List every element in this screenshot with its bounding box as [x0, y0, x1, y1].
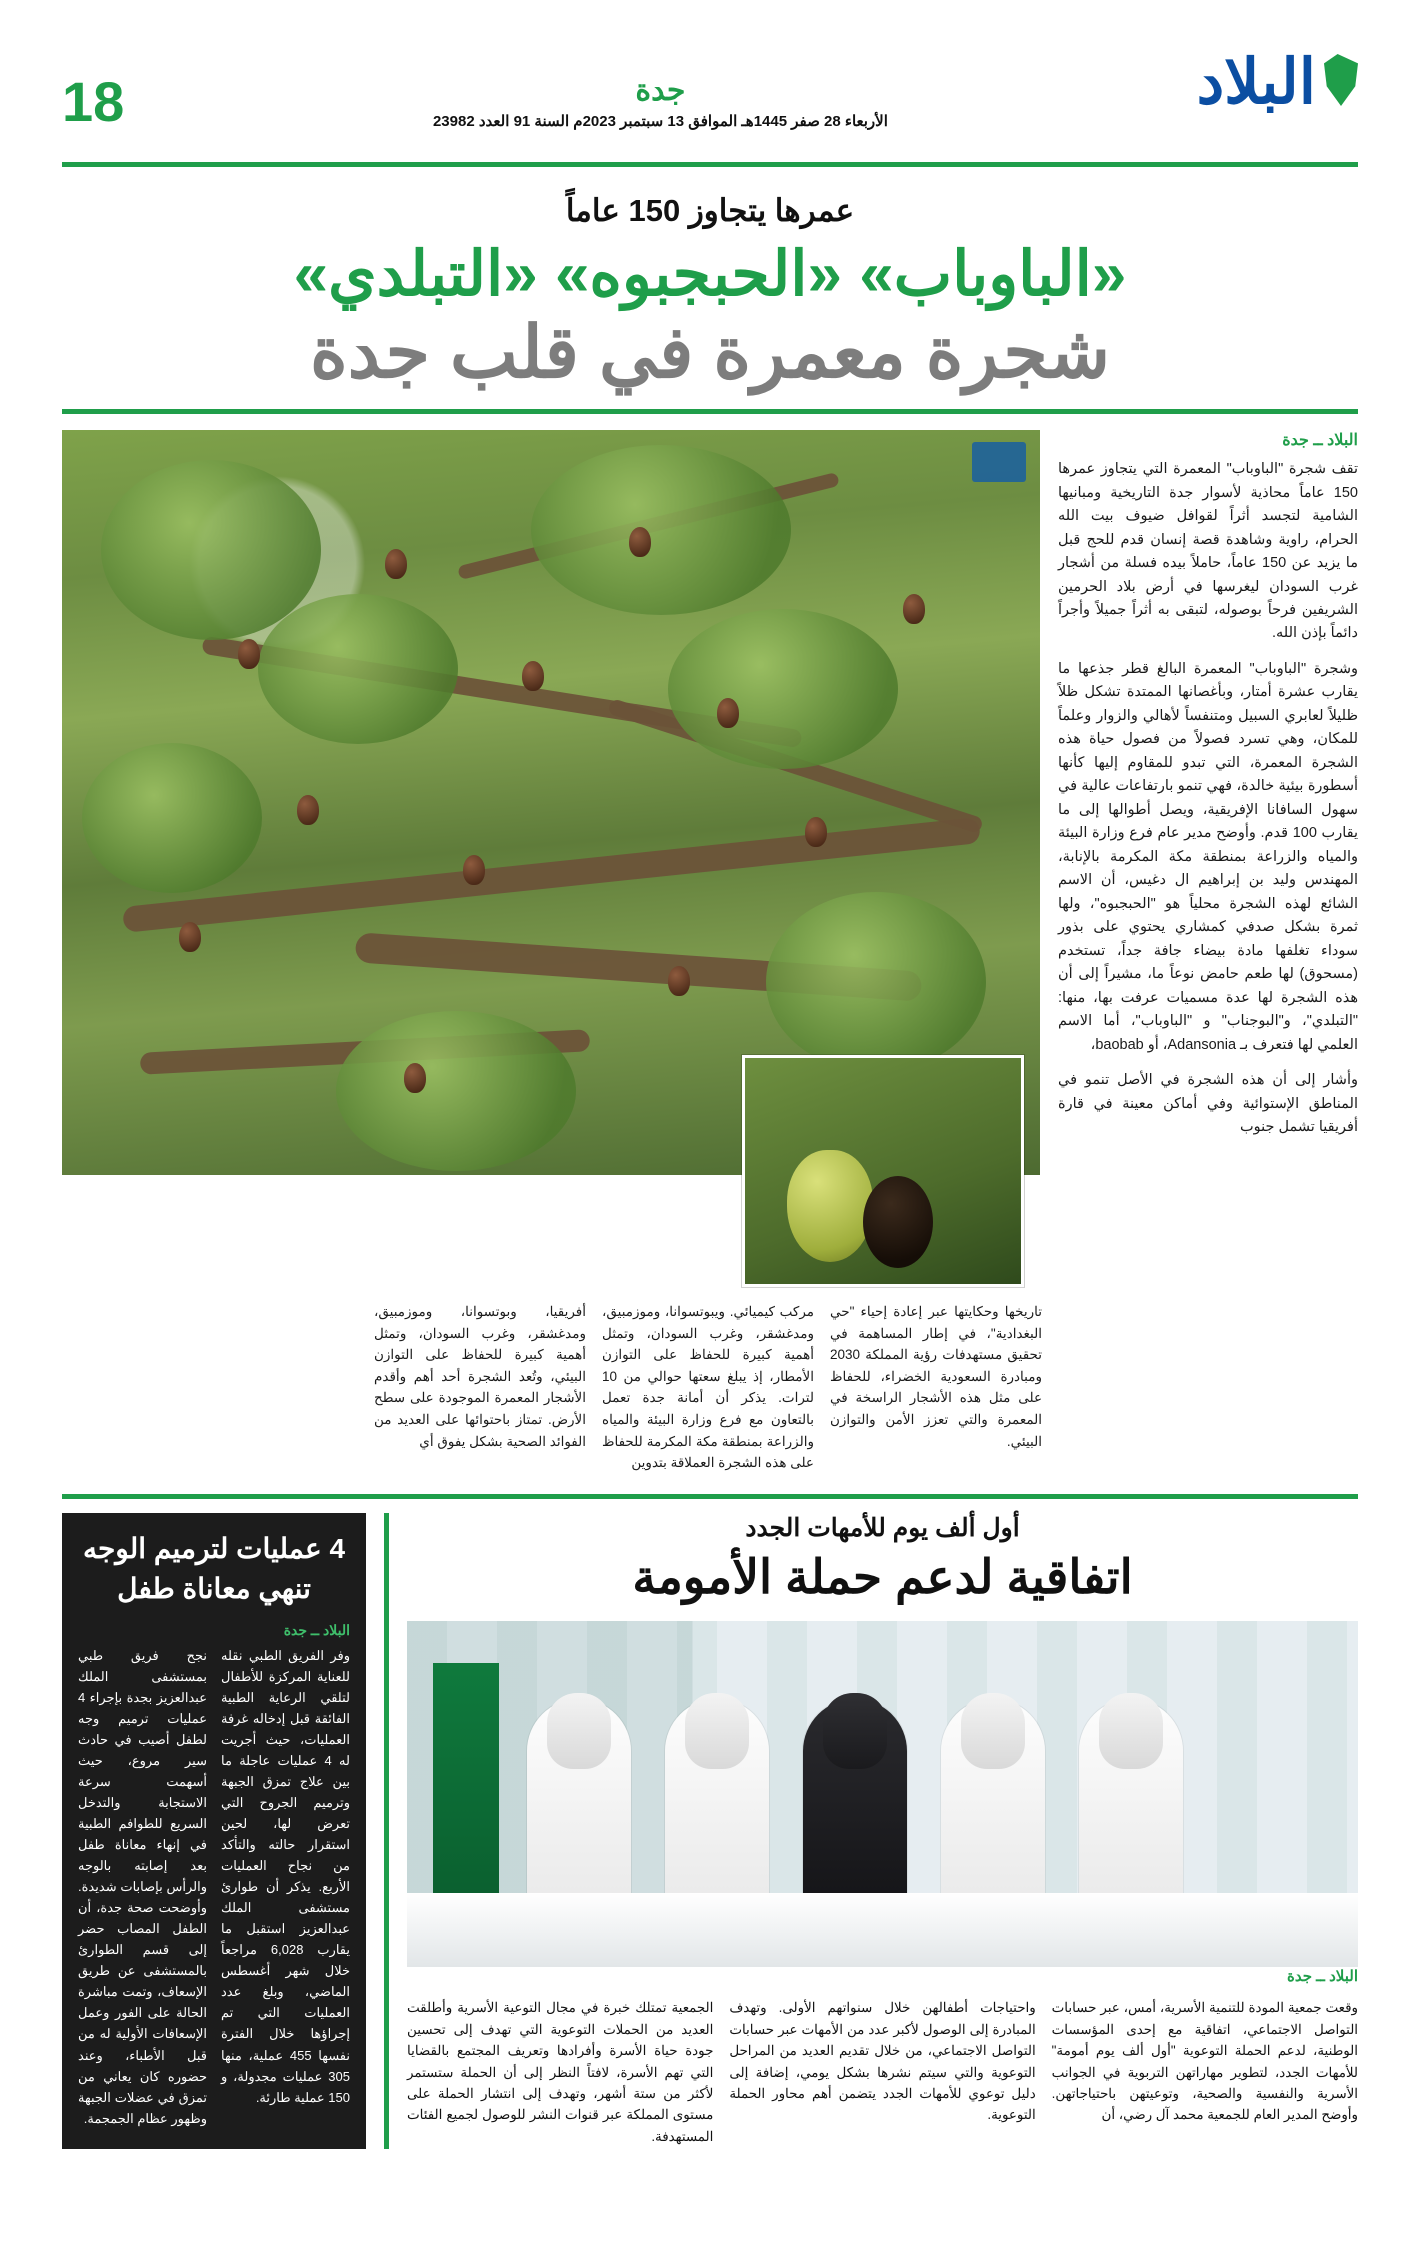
maternity-column-text: وقعت جمعية المودة للتنمية الأسرية، أمس، عبر حسابات التواصل الاجتماعي، اتفاقية مع إحدى المؤسسات الوطنية، لدعم الحملة التوعوية "أول ألف يوم أمومة" للأمهات الجدد، لتطوير مهاراتهن التربوية في الجوانب الأسرية والنفسية والصحية، وتوعيتهن باحتياجاتهن. وأوضح المدير العام للجمعية محمد آل رضي، أن — [1051, 2000, 1358, 2123]
caption-text: تاريخها وحكايتها عبر إعادة إحياء "حي البغدادية"، في إطار المساهمة في تحقيق مستهدفات رؤية المملكة 2030 ومبادرة السعودية الخضراء، للحفاظ على مثل هذه الأشجار الراسخة في المعمرة والتي تعزز الأمن والتوازن البيئي. — [830, 1304, 1042, 1449]
bottom-section — [62, 1513, 1358, 2149]
lead-text-column — [1058, 430, 1358, 1175]
masthead-divider — [62, 162, 1358, 167]
lead-byline: البلاد ــ جدة — [1282, 432, 1358, 450]
palm-emblem-icon — [1324, 54, 1358, 106]
maternity-story — [407, 1513, 1358, 2149]
lead-paragraph: وشجرة "الباوباب" المعمرة البالغ قطر جذعها ما يقارب عشرة أمتار، وبأغصانها الممتدة تشكل ظلاً ظليلاً لعابري السبيل ومتنفساً لأهالي والزوار وعلماً للمكان، وهي تسرد فصولاً من فصول حياة هذه الشجرة المعمرة، التي تبدو للمقاوم إليها كأنها أسطورة بيئية خالدة، فهي تنمو بارتفاعات عالية في سهول السافانا الإفريقية، ويصل أطوالها إلى ما يقارب 100 قدم. وأوضح مدير عام فرع وزارة البيئة والمياه والزراعة بمنطقة مكة المكرمة بالإنابة، المهندس وليد بن إبراهيم ال دغيس، أن الاسم الشائع لهذه الشجرة محلياً هو "الحبجبوه"، ولها ثمرة بشكل صدفي كمشاري يحتوي على بذور سوداء تغلفها مادة بيضاء جافة جداً، تستخدم (مسحوق) لها طعم حامض نوعاً ما، مشيراً إلى أن هذه الشجرة لها عدة مسميات عرفت بها، منها: "التبلدي"، و"البوجناب" و "الباوباب"، أما الاسم العلمي لها فتعرف بـ Adansonia، أو baobab، — [1058, 660, 1358, 1053]
signing-ceremony-photo — [407, 1621, 1358, 1967]
masthead-center — [124, 52, 1196, 130]
lead-captions — [62, 1301, 1358, 1474]
page-number: 18 — [62, 70, 125, 133]
attendee — [803, 1699, 907, 1913]
lead-headline-gray: شجرة معمرة في قلب جدة — [309, 313, 1111, 394]
attendee — [1079, 1699, 1183, 1913]
surgery-columns — [78, 1645, 350, 2129]
surgery-title-line1: 4 عمليات لترميم الوجه — [82, 1532, 346, 1564]
surgery-story — [62, 1513, 366, 2149]
section-divider — [62, 1494, 1358, 1499]
maternity-byline: البلاد ــ جدة — [1286, 1968, 1358, 1986]
lead-paragraph: تقف شجرة "الباوباب" المعمرة التي يتجاوز عمرها 150 عاماً محاذية لأسوار جدة التاريخية ومبانيها الشامية لتجسد أثراً لقوافل ضيوف بيت الله الحرام، راوية وشاهدة قصة إنسان قدم للحج قبل ما يزيد عن 150 عاماً، حاملاً بيده فسلة من أشجار غرب السودان ليغرسها في أرض بلاد الحرمين الشريفين فرحاً بوصوله، لتبقى به أثراً جميلاً وأجراً دائماً بإذن الله. — [1058, 461, 1358, 642]
maternity-column-text: واحتياجات أطفالهن خلال سنواتهم الأولى. وتهدف المبادرة إلى الوصول لأكبر عدد من الأمهات عبر حسابات التواصل الاجتماعي، من خلال تقديم العديد من المراحل التوعوية والتي سيتم نشرها بشكل يومي، إضافة إلى دليل توعوي للأمهات الجدد يتضمن أهم محاور الحملة التوعوية. — [729, 2000, 1036, 2123]
maternity-kicker: أول ألف يوم للأمهات الجدد — [745, 1513, 1020, 1542]
surgery-title-line2: تنهي معاناة طفل — [117, 1573, 311, 1605]
attendee — [665, 1699, 769, 1913]
masthead — [62, 48, 1358, 160]
logo-text: البلاد — [1196, 48, 1316, 117]
lead-paragraph: وأشار إلى أن هذه الشجرة في الأصل تنمو في المناطق الإستوائية وفي أماكن معينة في قارة أفريقيا تشمل جنوب — [1058, 1072, 1358, 1136]
caption-text: أفريقيا، وبوتسوانا، وموزمبيق، ومدغشقر، وغرب السودان، وتمثل أهمية كبيرة للحفاظ على التوازن البيئي، وتُعد الشجرة أحد أهم وأقدم الأشجار المعمرة الموجودة على سطح الأرض. تمتاز باحتوائها على العديد من الفوائد الصحية بشكل يفوق أي — [374, 1304, 586, 1449]
albilad-watermark — [972, 442, 1026, 482]
vertical-divider — [384, 1513, 389, 2149]
surgery-byline: البلاد ــ جدة — [283, 1621, 350, 1638]
lead-headline-green: «الباوباب» «الحبجبوه» «التبلدي» — [293, 240, 1127, 309]
maternity-headline: اتفاقية لدعم حملة الأمومة — [632, 1549, 1133, 1603]
signing-table — [407, 1893, 1358, 1967]
caption-text: مركب كيميائي. ويبوتسوانا، وموزمبيق، ومدغشقر، وغرب السودان، وتمثل أهمية كبيرة للحفاظ على التوازن الأمطار، إذ يبلغ سعتها حوالي من 10 لترات. يذكر أن أمانة جدة تعمل بالتعاون مع فرع وزارة البيئة والمياه والزراعة بمنطقة مكة المكرمة للحفاظ على هذه الشجرة العملاقة بتدوين — [602, 1304, 814, 1471]
maternity-column-text: الجمعية تمتلك خبرة في مجال التوعية الأسرية وأطلقت العديد من الحملات التوعوية التي تهدف إلى تحسين جودة حياة الأسرة وأفرادها وتعريف المجتمع بالقضايا التي تهم الأسرة، لافتاً النظر إلى أن الحملة ستستمر لأكثر من ستة أشهر، وتهدف إلى انتشار الحملة على مستوى المملكة عبر قنوات النشر للوصول لجميع الفئات المستهدفة. — [407, 2000, 714, 2144]
attendee — [527, 1699, 631, 1913]
lead-photo-area — [62, 430, 1040, 1175]
newspaper-logo — [1196, 48, 1358, 117]
dateline: الأربعاء 28 صفر 1445هـ الموافق 13 سبتمبر 2023م السنة 91 العدد 23982 — [432, 113, 888, 130]
lead-kicker: عمرها يتجاوز 150 عاماً — [565, 193, 855, 228]
surgery-column-text: وفر الفريق الطبي نقله للعناية المركزة للأطفال لتلقي الرعاية الطبية الفائقة قبل إدخاله غرفة العمليات، حيث أجريت له 4 عمليات عاجلة ما بين علاج تمزق الجبهة وترميم الجروح التي تعرض لها، لحين استقرار حالته والتأكد من نجاح العمليات الأربع. يذكر أن طوارئ مستشفى الملك عبدالعزيز استقبل ما يقارب 6,028 مراجعاً خلال شهر أغسطس الماضي، وبلغ عدد العمليات التي تم إجراؤها خلال الفترة نفسها 455 عملية، منها 305 عمليات مجدولة، و 150 عملية طارئة. — [221, 1647, 351, 2105]
baobab-fruit-shape — [787, 1150, 873, 1262]
edition-city: جدة — [635, 74, 686, 107]
baobab-fruit-inset-photo — [742, 1055, 1024, 1287]
baobab-pod-shape — [863, 1176, 933, 1268]
surgery-column-text: نجح فريق طبي بمستشفى الملك عبدالعزيز بجدة بإجراء 4 عمليات ترميم وجه لطفل أصيب في حادث سير مروع، حيث أسهمت سرعة الاستجابة والتدخل السريع للطوافم الطبية في إنهاء معاناة طفل بعد إصابته بالوجه والرأس بإصابات شديدة. وأوضحت صحة جدة، أن الطفل المصاب حضر إلى قسم الطوارئ بالمستشفى عن طريق الإسعاف، وتمت مباشرة الحالة على الفور وعمل الإسعافات الأولية له من قبل الأطباء، وعند حضوره كان يعاني من تمزق في عضلات الجبهة وظهور عظام الجمجمة. — [78, 1647, 207, 2126]
surgery-title — [78, 1531, 350, 1608]
maternity-columns — [407, 1997, 1358, 2147]
attendee — [941, 1699, 1045, 1913]
headline-divider — [62, 409, 1358, 414]
lead-story — [62, 430, 1358, 1175]
saudi-flag — [433, 1663, 499, 1931]
